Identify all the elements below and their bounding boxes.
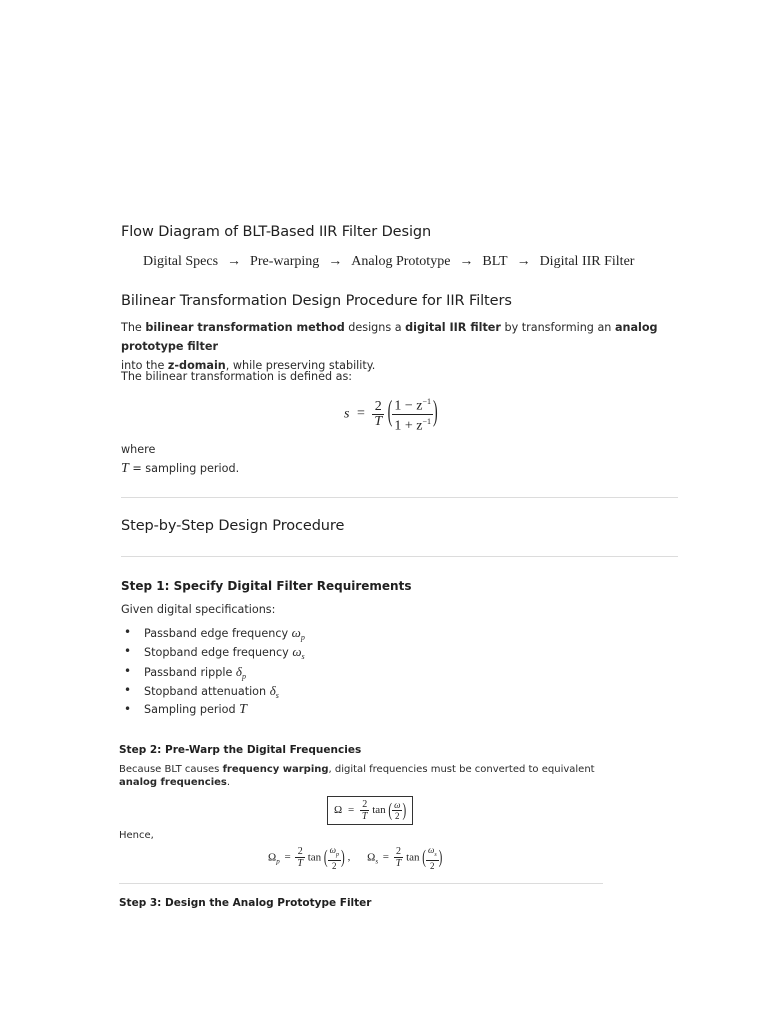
prewarp-edge-equations: $\Omega_p$ = $\frac{2}{T}$ tan ( $\frac{\omega_p}{2}$ ) , $\Omega_s$ = $\frac{2}{T}$ tan ( $\frac{\omega_s}{2}$ ) <box>268 845 443 871</box>
intro-text: designs a <box>344 321 406 334</box>
flow-step-digital-iir-filter: Digital IIR Filter <box>539 254 635 269</box>
step2-paragraph: Because BLT causes frequency warping, digital frequencies must be converted to equivalent analog frequencies. <box>119 764 595 788</box>
flow-step-analog-prototype: Analog Prototype <box>351 254 451 269</box>
intro-bold-term: digital IIR filter <box>405 321 501 334</box>
eq-frac-num: 2 <box>372 400 384 415</box>
flow-arrow: → <box>328 254 343 269</box>
eq-lhs: s <box>344 406 350 422</box>
flow-section-title: Flow Diagram of BLT-Based IIR Filter Design <box>121 224 432 240</box>
steps-section-title: Step-by-Step Design Procedure <box>121 518 345 534</box>
eq-equals: = <box>356 406 365 422</box>
t-symbol: T <box>121 461 129 476</box>
eq2-fraction: $\frac{2}{T}$ <box>361 799 368 822</box>
step1-spec-list <box>121 623 305 719</box>
eq-right-paren: ) <box>432 397 438 429</box>
flow-step-digital-specs: Digital Specs <box>143 254 219 269</box>
divider <box>121 556 678 557</box>
flow-arrow: → <box>516 254 531 269</box>
eq-fraction <box>372 400 384 429</box>
intro-bold-term: analog prototype filter <box>121 321 658 353</box>
step1-title: Step 1: Specify Digital Filter Requirements <box>121 579 412 593</box>
intro-bold-term: bilinear transformation method <box>145 321 345 334</box>
bilinear-defined-as: The bilinear transformation is defined as: <box>121 370 353 383</box>
t-desc: = sampling period. <box>128 462 240 475</box>
list-item: • Stopband edge frequency $\omega_s$ <box>121 642 305 661</box>
flow-arrow: → <box>227 254 242 269</box>
intro-text: , while preserving stability. <box>225 359 376 372</box>
hence-label: Hence, <box>119 830 154 841</box>
t-definition <box>121 459 239 478</box>
prewarp-equation-box: Ω = $\frac{2}{T}$ tan ( $\frac{\omega}{2}$ ) <box>327 796 413 825</box>
eq-left-paren: ( <box>387 397 393 429</box>
intro-text: The <box>121 321 146 334</box>
flow-diagram <box>143 254 634 270</box>
intro-text: into the <box>121 359 168 372</box>
where-label: where <box>121 443 156 456</box>
intro-text: by transforming an <box>500 321 615 334</box>
eq-inner-den: $1 + z^{-1}$ <box>394 416 431 434</box>
divider <box>121 497 678 498</box>
eq2-fn: tan <box>372 804 386 817</box>
step2-title: Step 2: Pre-Warp the Digital Frequencies <box>119 744 362 756</box>
bilinear-equation <box>344 395 438 433</box>
divider <box>119 883 603 884</box>
intro-bold-term: z-domain <box>167 359 226 372</box>
eq-inner-num: $1 - z^{-1}$ <box>394 397 431 414</box>
eq2-lhs: Ω <box>334 804 343 817</box>
list-item: • Passband ripple $\delta_p$ <box>121 662 305 681</box>
step3-title: Step 3: Design the Analog Prototype Filter <box>119 897 372 909</box>
flow-step-pre-warping: Pre-warping <box>250 254 320 269</box>
eq-inner-fraction <box>392 395 433 433</box>
eq-frac-den: T <box>374 413 383 429</box>
flow-step-blt: BLT <box>482 254 508 269</box>
list-item: • Stopband attenuation $\delta_s$ <box>121 681 305 700</box>
list-item: • Passband edge frequency $\omega_p$ <box>121 623 305 642</box>
step1-given: Given digital specifications: <box>121 603 276 616</box>
bilinear-section-title: Bilinear Transformation Design Procedure for IIR Filters <box>121 293 512 309</box>
flow-arrow: → <box>459 254 474 269</box>
list-item: • Sampling period T <box>121 700 305 719</box>
